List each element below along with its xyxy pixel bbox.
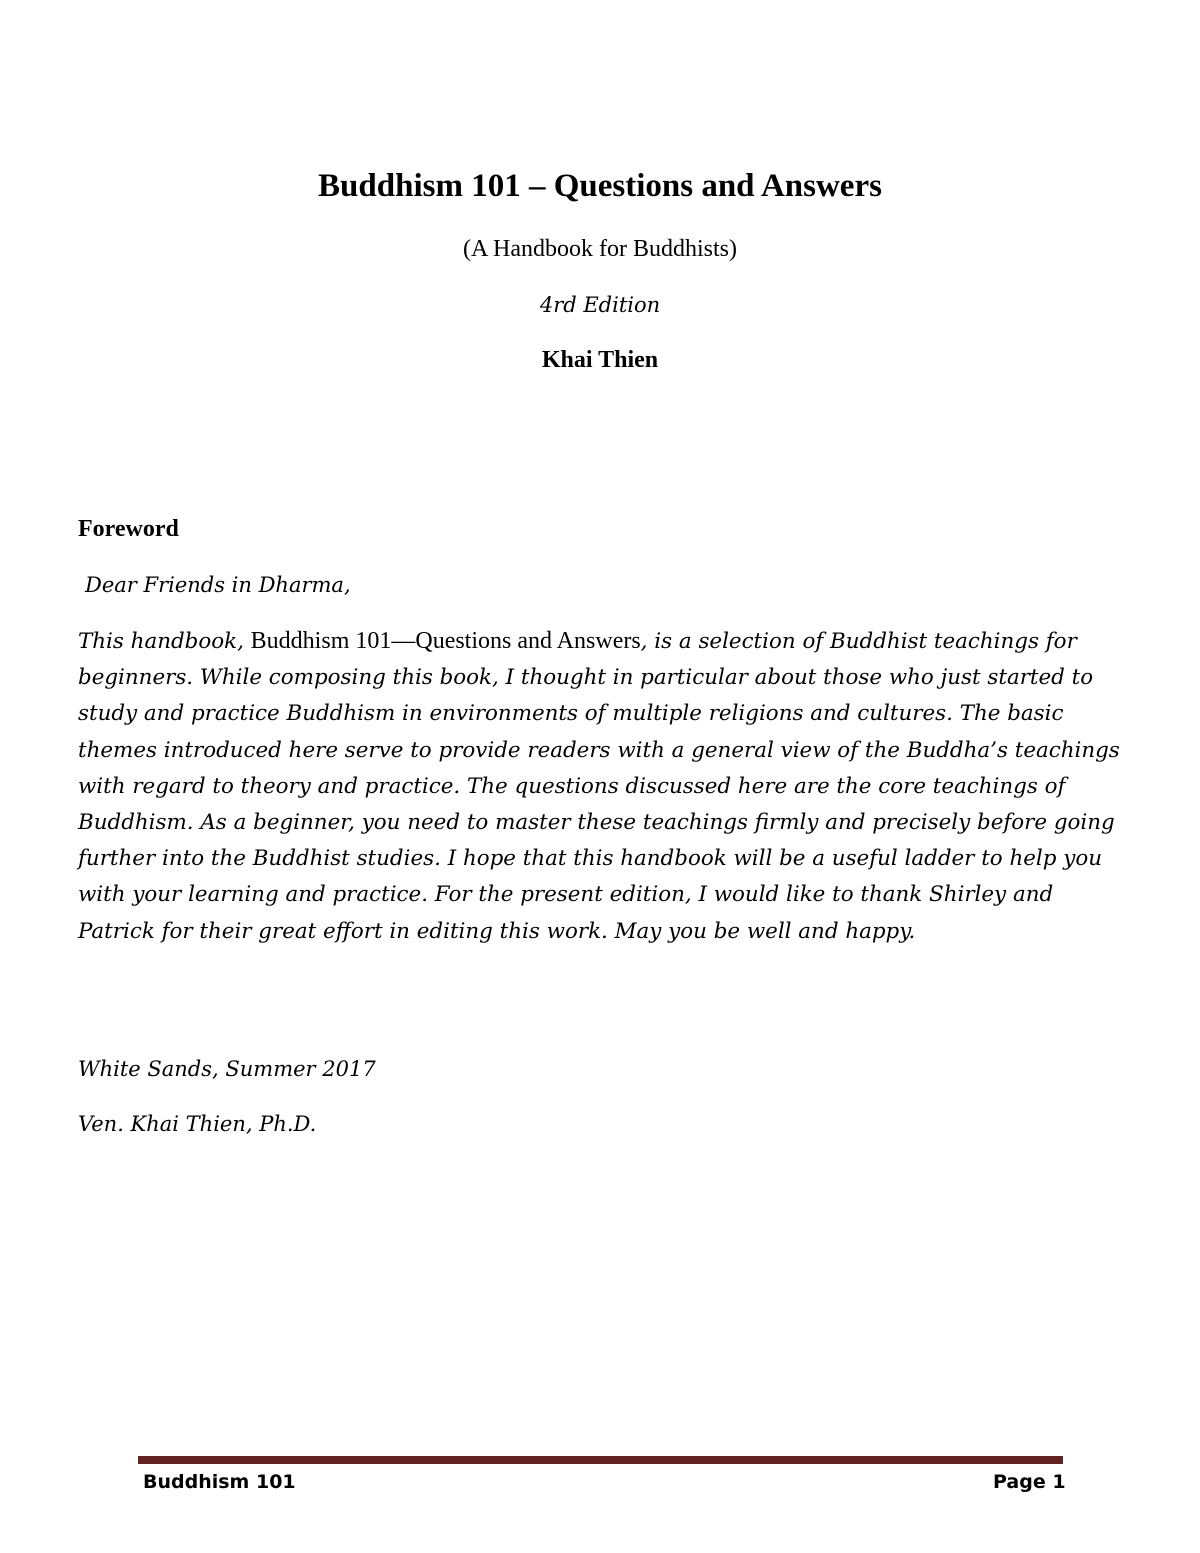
foreword-paragraph — [78, 623, 1126, 950]
footer-rule — [138, 1456, 1063, 1464]
foreword-heading: Foreword — [78, 516, 179, 542]
paragraph-intro: This handbook, — [78, 629, 251, 654]
author-name: Khai Thien — [541, 347, 659, 373]
edition-label: 4rd Edition — [539, 293, 661, 317]
footer-book-title: Buddhism 101 — [143, 1471, 296, 1493]
document-subtitle: (A Handbook for Buddhists) — [463, 236, 737, 262]
place-date: White Sands, Summer 2017 — [78, 1057, 376, 1081]
signature: Ven. Khai Thien, Ph.D. — [78, 1112, 317, 1136]
foreword-salutation: Dear Friends in Dharma, — [85, 573, 351, 597]
book-title-inline: Buddhism 101—Questions and Answers — [250, 628, 641, 654]
document-title: Buddhism 101 – Questions and Answers — [318, 168, 882, 204]
paragraph-body: , is a selection of Buddhist teachings for beginners. While composing this book, I thought in particular about those who just started to study and practice Buddhism in environments of multiple religions and cultures. The basic themes introduced here serve to provide readers with a general view of the Buddha’s teachings with regard to theory and practice. The questions discussed here are the core teachings of Buddhism. As a beginner, you need to master these teachings firmly and precisely before going further into the Buddhist studies. I hope that this handbook will be a useful ladder to help you with your learning and practice. For the present edition, I would like to thank Shirley and Patrick for their great effort in editing this work. May you be well and happy. — [78, 629, 1120, 944]
page-number: Page 1 — [993, 1471, 1066, 1493]
